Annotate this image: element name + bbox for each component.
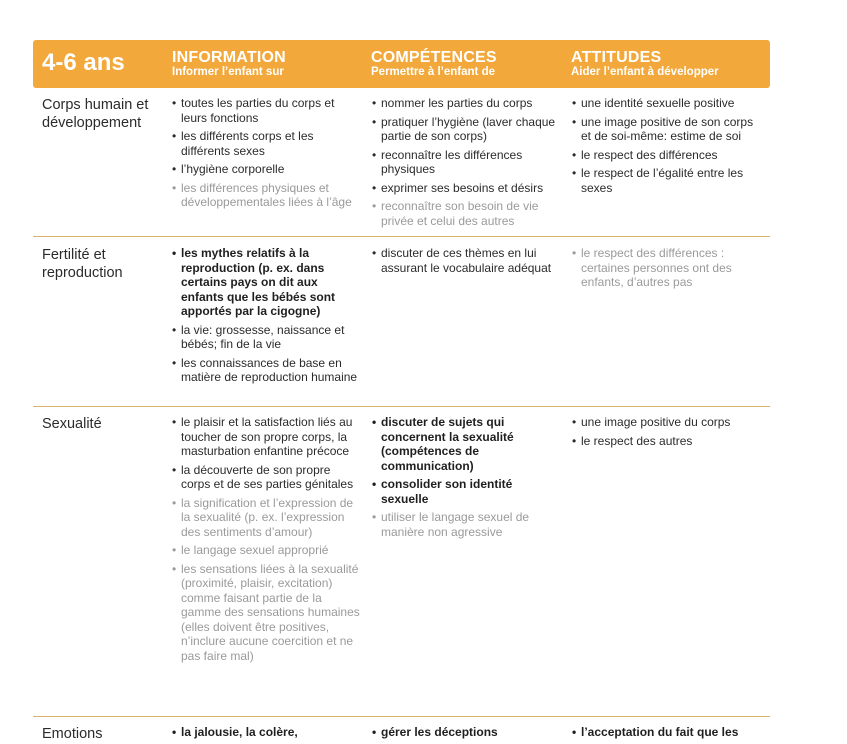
row-topic: Corps humain et développement: [42, 97, 149, 131]
column-subtitle: Permettre à l’enfant de: [371, 66, 495, 78]
list-item: • le respect des différences : certaines personnes ont des enfants, d’autres pas: [572, 246, 762, 290]
column-title: INFORMATION: [172, 49, 286, 66]
list-item: • l’acceptation du fait que les: [572, 725, 762, 740]
attitudes-list: [572, 725, 762, 744]
attitudes-list: [572, 415, 762, 452]
column-header-competences: [371, 49, 497, 79]
list-item: • les sensations liées à la sexualité (proximité, plaisir, excitation) comme faisant partie de la gamme des sensations humaines (elles doivent être positives, n’inclure aucune coercition et ne pas faire mal): [172, 562, 362, 664]
list-item: • la signification et l’expression de la sexualité (p. ex. l’expression des sentiments d’amour): [172, 496, 362, 540]
information-list: [172, 246, 362, 389]
row-divider: [33, 406, 770, 407]
row-topic: Emotions: [42, 726, 103, 742]
list-item: • discuter de sujets qui concernent la sexualité (compétences de communication): [372, 415, 557, 473]
skills-list: [372, 415, 557, 543]
information-list: [172, 725, 362, 744]
attitudes-list: [572, 246, 762, 294]
list-item: • une identité sexuelle positive: [572, 96, 762, 111]
list-item: • exprimer ses besoins et désirs: [372, 181, 557, 196]
column-subtitle: Aider l’enfant à développer: [571, 66, 719, 78]
list-item: • les différences physiques et développementales liées à l’âge: [172, 181, 362, 210]
list-item: • l’hygiène corporelle: [172, 162, 362, 177]
list-item: • reconnaître les différences physiques: [372, 148, 557, 177]
list-item: • la découverte de son propre corps et de ses parties génitales: [172, 463, 362, 492]
list-item: • les connaissances de base en matière de reproduction humaine: [172, 356, 362, 385]
list-item: • la vie: grossesse, naissance et bébés; fin de la vie: [172, 323, 362, 352]
column-title: ATTITUDES: [571, 49, 662, 66]
list-item: • une image positive de son corps et de soi-même: estime de soi: [572, 115, 762, 144]
list-item: • le respect de l’égalité entre les sexes: [572, 166, 762, 195]
skills-list: [372, 246, 557, 279]
information-list: [172, 415, 362, 667]
list-item: • le respect des différences: [572, 148, 762, 163]
list-item: • le langage sexuel approprié: [172, 543, 362, 558]
row-topic: Sexualité: [42, 416, 102, 432]
information-list: [172, 96, 362, 214]
list-item: • le plaisir et la satisfaction liés au toucher de son propre corps, la masturbation enfantine précoce: [172, 415, 362, 459]
list-item: • toutes les parties du corps et leurs fonctions: [172, 96, 362, 125]
column-header-attitudes: [571, 49, 719, 79]
row-divider: [33, 716, 770, 717]
age-group-title: 4-6 ans: [42, 49, 125, 76]
skills-list: [372, 725, 557, 744]
list-item: • les différents corps et les différents sexes: [172, 129, 362, 158]
list-item: • la jalousie, la colère,: [172, 725, 362, 740]
list-item: • nommer les parties du corps: [372, 96, 557, 111]
list-item: • les mythes relatifs à la reproduction (p. ex. dans certains pays on dit aux enfants que les bébés sont apportés par la cigogne): [172, 246, 362, 319]
list-item: • consolider son identité sexuelle: [372, 477, 557, 506]
column-subtitle: Informer l’enfant sur: [172, 66, 284, 78]
table-header: [33, 40, 770, 88]
column-title: COMPÉTENCES: [371, 49, 497, 66]
skills-list: [372, 96, 557, 232]
list-item: • pratiquer l’hygiène (laver chaque partie de son corps): [372, 115, 557, 144]
list-item: • le respect des autres: [572, 434, 762, 449]
column-header-information: [172, 49, 286, 79]
list-item: • utiliser le langage sexuel de manière non agressive: [372, 510, 557, 539]
list-item: • reconnaître son besoin de vie privée et celui des autres: [372, 199, 557, 228]
list-item: • discuter de ces thèmes en lui assurant le vocabulaire adéquat: [372, 246, 557, 275]
list-item: • gérer les déceptions: [372, 725, 557, 740]
row-divider: [33, 236, 770, 237]
attitudes-list: [572, 96, 762, 199]
row-topic: Fertilité et reproduction: [42, 247, 123, 281]
list-item: • une image positive du corps: [572, 415, 762, 430]
